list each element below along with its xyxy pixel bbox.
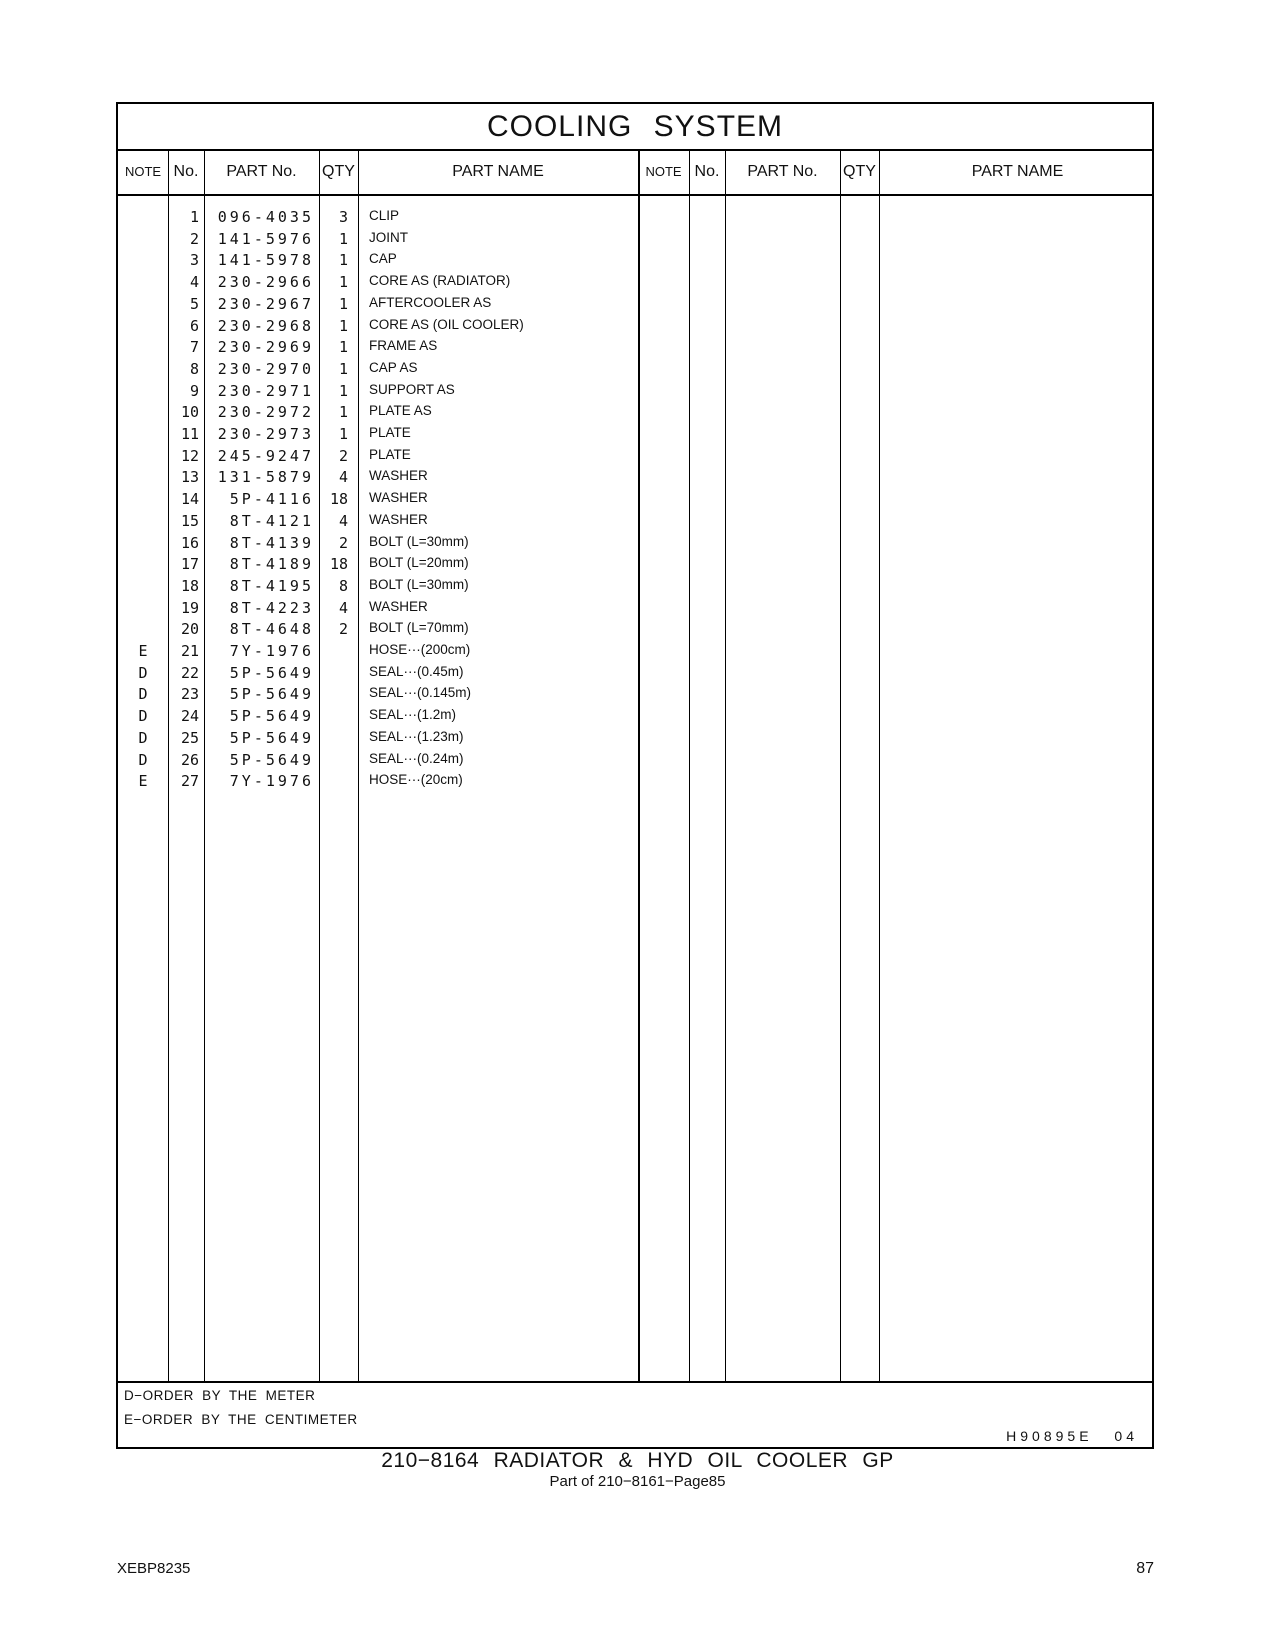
row-part-name: SEAL···(1.23m) <box>369 728 464 744</box>
header-no-right: No. <box>694 163 720 180</box>
table-row <box>118 360 1152 382</box>
row-number: 23 <box>180 685 199 704</box>
row-quantity: 1 <box>338 403 348 422</box>
row-quantity: 1 <box>338 425 348 443</box>
row-quantity: 1 <box>338 294 348 313</box>
group-subtitle: Part of 210−8161−Page85 <box>549 1473 726 1490</box>
section-title: COOLING SYSTEM <box>118 104 1152 151</box>
row-part-name: SEAL···(0.45m) <box>369 663 464 679</box>
row-part-name: CORE AS (OIL COOLER) <box>369 316 524 332</box>
table-row <box>118 664 1152 686</box>
table-row <box>118 230 1152 252</box>
table-row <box>118 295 1152 317</box>
row-quantity: 1 <box>338 251 348 270</box>
row-part-name: BOLT (L=30mm) <box>369 576 469 592</box>
row-quantity: 18 <box>329 490 348 509</box>
row-part-name: WASHER <box>369 598 428 614</box>
row-note: D <box>138 750 148 769</box>
table-row <box>118 685 1152 707</box>
header-partname-left: PART NAME <box>452 163 544 180</box>
row-part-number: 8T-4189 <box>229 555 314 574</box>
header-note-right: NOTE <box>645 164 682 179</box>
group-title: 210−8164 RADIATOR & HYD OIL COOLER GP <box>381 1449 894 1472</box>
table-header <box>118 149 1152 196</box>
row-part-number: 141-5976 <box>217 229 314 248</box>
header-no-left: No. <box>173 163 199 180</box>
header-partno-right: PART No. <box>747 163 818 180</box>
table-row <box>118 317 1152 339</box>
row-part-number: 245-9247 <box>217 446 314 465</box>
row-part-number: 5P-5649 <box>229 685 314 704</box>
row-number: 11 <box>180 425 199 443</box>
table-row <box>118 382 1152 404</box>
row-number: 10 <box>180 403 199 422</box>
row-part-name: CAP <box>369 251 397 267</box>
table-row <box>118 512 1152 534</box>
row-number: 9 <box>189 381 199 400</box>
table-row <box>118 707 1152 729</box>
row-part-name: WASHER <box>369 490 428 506</box>
row-note: D <box>138 685 148 704</box>
table-row <box>118 273 1152 295</box>
table-row <box>118 403 1152 425</box>
row-quantity: 2 <box>338 620 348 639</box>
row-quantity: 2 <box>338 446 348 465</box>
row-part-name: HOSE···(200cm) <box>369 642 471 657</box>
row-part-number: 096-4035 <box>217 208 314 226</box>
row-number: 12 <box>180 446 199 465</box>
row-part-name: SEAL···(0.24m) <box>369 750 464 766</box>
row-part-number: 8T-4121 <box>229 511 314 530</box>
row-note: E <box>138 772 148 791</box>
row-part-number: 230-2969 <box>217 338 314 357</box>
header-qty-right: QTY <box>843 163 876 180</box>
row-part-number: 8T-4648 <box>229 620 314 639</box>
row-number: 5 <box>189 294 199 313</box>
row-part-number: 5P-5649 <box>229 663 314 682</box>
row-part-name: BOLT (L=30mm) <box>369 533 469 549</box>
table-row <box>118 534 1152 556</box>
table-row <box>118 208 1152 230</box>
row-number: 15 <box>180 511 199 530</box>
row-part-number: 230-2967 <box>217 294 314 313</box>
row-number: 22 <box>180 663 199 682</box>
row-part-number: 131-5879 <box>217 468 314 487</box>
row-part-number: 8T-4195 <box>229 576 314 595</box>
row-quantity: 1 <box>338 316 348 335</box>
row-number: 26 <box>180 750 199 769</box>
row-note: E <box>138 642 148 660</box>
row-part-number: 230-2966 <box>217 273 314 292</box>
row-number: 13 <box>180 468 199 487</box>
footnote-centimeter: E−ORDER BY THE CENTIMETER <box>124 1412 358 1427</box>
row-part-name: SUPPORT AS <box>369 381 455 397</box>
row-note: D <box>138 728 148 747</box>
row-quantity: 3 <box>338 208 348 226</box>
row-part-number: 5P-4116 <box>229 490 314 509</box>
row-number: 19 <box>180 598 199 617</box>
row-note: D <box>138 663 148 682</box>
row-part-name: WASHER <box>369 468 428 484</box>
row-part-number: 230-2973 <box>217 425 314 443</box>
table-row <box>118 425 1152 447</box>
table-row <box>118 251 1152 273</box>
footnote-meter: D−ORDER BY THE METER <box>124 1388 316 1403</box>
row-part-number: 5P-5649 <box>229 707 314 726</box>
row-quantity: 1 <box>338 359 348 378</box>
row-part-name: HOSE···(20cm) <box>369 772 463 788</box>
row-number: 16 <box>180 533 199 552</box>
table-row <box>118 577 1152 599</box>
header-partname-right: PART NAME <box>971 163 1064 180</box>
table-row <box>118 447 1152 469</box>
row-part-name: FRAME AS <box>369 338 438 354</box>
row-part-number: 230-2968 <box>217 316 314 335</box>
row-number: 24 <box>180 707 199 726</box>
row-number: 27 <box>180 772 199 791</box>
row-number: 17 <box>180 555 199 574</box>
table-footer <box>118 1381 1152 1449</box>
table-row <box>118 642 1152 664</box>
row-part-number: 5P-5649 <box>229 750 314 769</box>
table-row <box>118 620 1152 642</box>
row-quantity: 1 <box>338 338 348 357</box>
row-part-number: 230-2972 <box>217 403 314 422</box>
row-part-name: AFTERCOOLER AS <box>369 294 492 310</box>
row-number: 3 <box>189 251 199 270</box>
table-row <box>118 751 1152 773</box>
page-number: 87 <box>1136 1560 1154 1577</box>
parts-table-frame <box>116 102 1154 1449</box>
row-quantity: 1 <box>338 229 348 248</box>
row-number: 25 <box>180 728 199 747</box>
row-part-name: PLATE <box>369 446 411 462</box>
row-number: 4 <box>189 273 199 292</box>
table-row <box>118 555 1152 577</box>
row-number: 14 <box>180 490 199 509</box>
row-number: 18 <box>180 576 199 595</box>
row-part-number: 7Y-1976 <box>229 772 314 791</box>
row-number: 21 <box>180 642 199 660</box>
row-part-name: CLIP <box>369 208 400 223</box>
row-part-number: 141-5978 <box>217 251 314 270</box>
header-note-left: NOTE <box>124 164 162 179</box>
header-partno-left: PART No. <box>226 163 297 180</box>
row-part-number: 8T-4139 <box>229 533 314 552</box>
table-row <box>118 772 1152 794</box>
row-quantity: 2 <box>338 533 348 552</box>
row-number: 1 <box>189 208 199 226</box>
table-row <box>118 490 1152 512</box>
row-number: 6 <box>189 316 199 335</box>
row-quantity: 4 <box>338 468 348 487</box>
table-row <box>118 729 1152 751</box>
document-id: XEBP8235 <box>117 1560 191 1577</box>
header-qty-left: QTY <box>322 163 355 180</box>
row-number: 2 <box>189 229 199 248</box>
table-row <box>118 468 1152 490</box>
row-part-name: CORE AS (RADIATOR) <box>369 273 511 289</box>
row-quantity: 18 <box>329 555 348 574</box>
row-part-name: BOLT (L=70mm) <box>369 620 469 636</box>
row-quantity: 1 <box>338 273 348 292</box>
row-quantity: 1 <box>338 381 348 400</box>
table-row <box>118 599 1152 621</box>
parts-table-body <box>118 196 1152 1381</box>
row-part-name: BOLT (L=20mm) <box>369 555 469 571</box>
row-part-name: SEAL···(0.145m) <box>369 685 472 701</box>
row-part-name: PLATE <box>369 425 411 440</box>
row-part-name: SEAL···(1.2m) <box>369 707 457 723</box>
row-part-name: JOINT <box>369 229 408 245</box>
row-part-number: 230-2970 <box>217 359 314 378</box>
row-part-name: PLATE AS <box>369 403 432 419</box>
row-part-number: 8T-4223 <box>229 598 314 617</box>
row-number: 7 <box>189 338 199 357</box>
row-part-number: 230-2971 <box>217 381 314 400</box>
row-quantity: 4 <box>338 511 348 530</box>
table-row <box>118 338 1152 360</box>
row-quantity: 8 <box>338 576 348 595</box>
illustration-code: H90895E 04 <box>1006 1428 1138 1444</box>
row-number: 20 <box>180 620 199 639</box>
row-part-name: CAP AS <box>369 359 418 375</box>
row-note: D <box>138 707 148 726</box>
row-part-number: 7Y-1976 <box>229 642 314 660</box>
row-part-name: WASHER <box>369 511 428 527</box>
row-quantity: 4 <box>338 598 348 617</box>
row-number: 8 <box>189 359 199 378</box>
row-part-number: 5P-5649 <box>229 728 314 747</box>
